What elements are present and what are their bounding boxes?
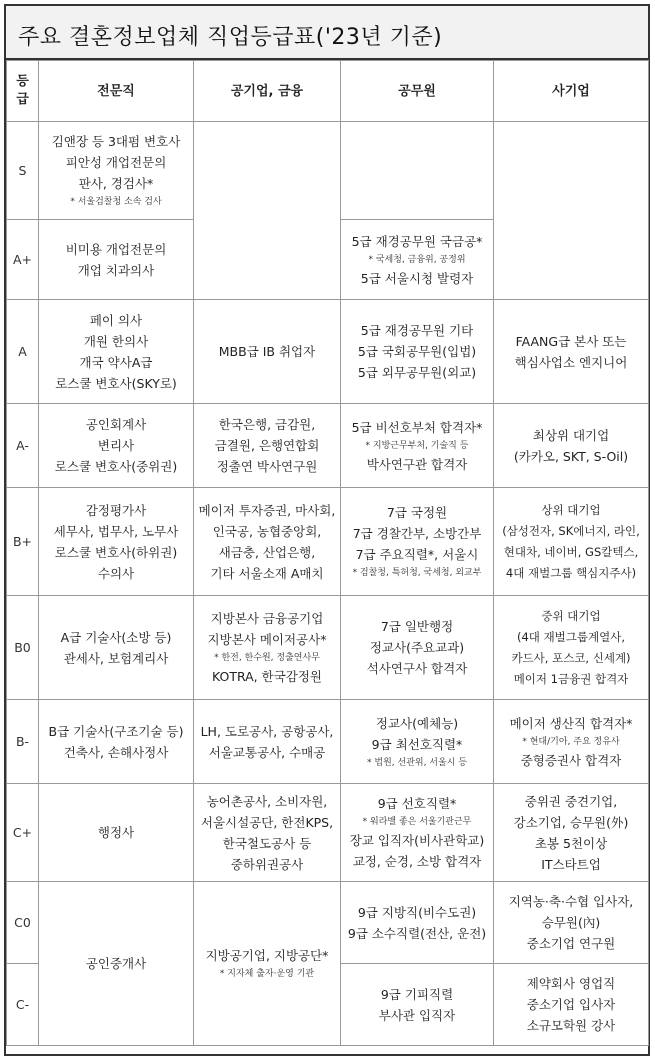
cell-line: 부사관 입직자: [378, 1007, 456, 1023]
cell-line: 감정평가사: [85, 502, 147, 518]
header-grade: [7, 61, 39, 122]
cell-line: 건축사, 손해사정사: [63, 744, 169, 760]
cell-Aminus-public-finance: [194, 404, 341, 488]
cell-line: 서울시설공단, 한전KPS,: [200, 814, 334, 830]
cell-line: 새금충, 산업은행,: [218, 544, 316, 560]
cell-line: 개국 약사A급: [79, 354, 153, 370]
cell-line: 5급 재경공무원 기타: [360, 323, 474, 338]
cell-line: 7급 국정원: [386, 505, 448, 520]
cell-C0-civil-servant: [341, 882, 494, 964]
cell-line: 정출연 박사연구원: [216, 459, 318, 474]
cell-line: 정교사(주요교과): [369, 640, 465, 655]
cell-line: 로스쿨 변호사(중위권): [54, 459, 178, 474]
cell-line: 중소기업 연구원: [526, 936, 616, 951]
cell-S-private-empty: [494, 122, 649, 300]
cell-Bminus-public-finance: [194, 700, 341, 784]
cell-line: 공인중개사: [85, 956, 147, 971]
cell-note: * 국세청, 금융위, 공정위: [368, 254, 466, 265]
cell-Bplus-professional: [39, 488, 194, 596]
grade-Cplus: C+: [7, 784, 39, 882]
cell-line: 행정사: [97, 825, 135, 840]
cell-line: 공인회계사: [85, 417, 147, 432]
cell-B0-civil-servant: [341, 596, 494, 700]
cell-line: 지방본사 메이저공사*: [207, 632, 327, 647]
row-A: [7, 300, 649, 404]
cell-Bplus-private: [494, 488, 649, 596]
cell-line: MBB급 IB 취업자: [218, 344, 316, 359]
cell-line: 7급 주요직렬*, 서울시: [355, 547, 479, 562]
row-C0: [7, 882, 649, 964]
grade-C0: C0: [7, 882, 39, 964]
cell-line: 상위 대기업: [541, 502, 601, 517]
cell-line: 지역농·축·수협 입사자,: [508, 894, 634, 909]
cell-line: 한국철도공사 등: [222, 835, 312, 851]
cell-line: 4대 재벌그룹 핵심지주사): [505, 565, 637, 580]
cell-note: * 워라밸 좋은 서울기관근무: [362, 817, 472, 827]
cell-line: (4대 재벌그룹계열사,: [517, 629, 625, 644]
cell-line: FAANG급 본사 또는: [515, 333, 627, 349]
cell-line: 초봉 5천이상: [534, 835, 608, 851]
row-Bplus: [7, 488, 649, 596]
row-Cplus: [7, 784, 649, 882]
cell-C-professional: [39, 882, 194, 1046]
cell-line: 강소기업, 승무원(外): [513, 814, 629, 830]
cell-note: * 한전, 한수원, 정출연사무: [214, 653, 320, 663]
grade-B0: B0: [7, 596, 39, 700]
cell-line: 중위권 중견기업,: [524, 793, 618, 809]
cell-Cplus-public-finance: [194, 784, 341, 882]
cell-line: 개업 치과의사: [77, 262, 155, 278]
row-S: [7, 122, 649, 220]
cell-Cminus-civil-servant: [341, 964, 494, 1046]
cell-line: 5급 재경공무원 국금공*: [351, 233, 483, 249]
cell-line: 관세사, 보험계리사: [63, 650, 169, 666]
cell-line: KOTRA, 한국감정원: [211, 669, 323, 684]
cell-line: 중형증권사 합격자: [520, 752, 622, 768]
grade-Aplus: A+: [7, 220, 39, 300]
cell-Bplus-public-finance: [194, 488, 341, 596]
cell-line: 9급 지방직(비수도권): [357, 904, 477, 920]
cell-note: * 지자체 출자·운영 기관: [219, 969, 315, 979]
cell-line: 9급 소수직렬(전산, 운전): [347, 925, 487, 941]
cell-line: B급 기술사(구조기술 등): [48, 723, 184, 739]
cell-line: 한국은행, 금감원,: [218, 417, 316, 432]
cell-A-civil-servant: [341, 300, 494, 404]
cell-line: 변리사: [97, 438, 135, 453]
cell-line: A급 기술사(소방 등): [60, 629, 172, 645]
cell-Bminus-private: [494, 700, 649, 784]
grade-table: [6, 60, 649, 1046]
cell-line: 개원 한의사: [83, 333, 149, 349]
cell-A-private: [494, 300, 649, 404]
cell-note: * 법원, 선관위, 서울시 등: [367, 757, 467, 768]
header-civil-servant: 공무원: [341, 61, 494, 122]
cell-line: 로스쿨 변호사(SKY로): [55, 375, 177, 391]
cell-line: 현대차, 네이버, GS칼텍스,: [503, 544, 639, 559]
cell-line: 서울교통공사, 수매공: [208, 744, 326, 760]
cell-line: 금결원, 은행연합회: [214, 438, 320, 453]
cell-Cplus-professional: [39, 784, 194, 882]
cell-line: 중소기업 입사자: [526, 997, 616, 1012]
cell-line: 비미용 개업전문의: [65, 241, 167, 257]
cell-line: 지방공기업, 지방공단*: [205, 948, 329, 963]
cell-line: 메이저 1금융권 합격자: [513, 671, 629, 686]
cell-line: 9급 기피직렬: [380, 986, 454, 1002]
grade-Bminus: B-: [7, 700, 39, 784]
cell-line: 교정, 순경, 소방 합격자: [352, 854, 482, 869]
cell-B0-private: [494, 596, 649, 700]
cell-A-professional: [39, 300, 194, 404]
grade-S: S: [7, 122, 39, 220]
cell-note: * 지방근무부처, 기술직 등: [365, 440, 469, 451]
cell-A-public-finance: [194, 300, 341, 404]
cell-line: 5급 외무공무원(외교): [357, 365, 477, 380]
cell-line: 인국공, 농협중앙회,: [212, 523, 322, 539]
header-public-finance: 공기업, 금융: [194, 61, 341, 122]
cell-Aplus-professional: [39, 220, 194, 300]
header-professional: 전문직: [39, 61, 194, 122]
cell-Aminus-professional: [39, 404, 194, 488]
cell-Bminus-civil-servant: [341, 700, 494, 784]
cell-line: 농어촌공사, 소비자원,: [206, 793, 328, 809]
cell-line: 페이 의사: [89, 312, 143, 328]
cell-line: 로스쿨 변호사(하위권): [54, 544, 178, 560]
cell-Aplus-civil-servant: [341, 220, 494, 300]
header-private: 사기업: [494, 61, 649, 122]
cell-line: 5급 국회공무원(입법): [357, 344, 477, 359]
cell-line: 정교사(예체능): [375, 715, 459, 731]
cell-line: 장교 입직자(비사관학교): [349, 833, 485, 848]
cell-line: 제약회사 영업직: [526, 976, 616, 991]
cell-S-civil-servant-empty: [341, 122, 494, 220]
cell-Aminus-civil-servant: [341, 404, 494, 488]
cell-line: (삼성전자, SK에너지, 라인,: [502, 523, 640, 538]
grade-sheet: [4, 4, 650, 1056]
cell-note: * 검찰청, 특허청, 국세청, 외교부: [352, 568, 482, 578]
row-Bminus: [7, 700, 649, 784]
row-B0: [7, 596, 649, 700]
cell-Bplus-civil-servant: [341, 488, 494, 596]
cell-B0-public-finance: [194, 596, 341, 700]
cell-line: 중하위권공사: [230, 856, 304, 872]
cell-C-public-finance: [194, 882, 341, 1046]
cell-note: * 서울검찰청 소속 검사: [70, 197, 162, 207]
grade-Bplus: B+: [7, 488, 39, 596]
cell-line: 피안성 개업전문의: [65, 155, 167, 170]
cell-line: 소규모학원 강사: [526, 1018, 616, 1033]
cell-line: 승무원(內): [541, 915, 601, 930]
cell-line: (카카오, SKT, S-Oil): [513, 448, 629, 464]
cell-line: 중위 대기업: [541, 608, 601, 623]
grade-Cminus: C-: [7, 964, 39, 1046]
cell-line: 세무사, 법무사, 노무사: [53, 523, 179, 539]
cell-line: 기타 서울소재 A매치: [210, 565, 324, 581]
cell-line: 메이저 생산직 합격자*: [509, 715, 633, 731]
cell-line: 핵심사업소 엔지니어: [514, 354, 628, 370]
cell-line: 김앤장 등 3대펌 변호사: [51, 134, 181, 149]
cell-line: 9급 선호직렬*: [377, 796, 457, 811]
cell-line: LH, 도로공사, 공항공사,: [200, 723, 334, 739]
cell-S-professional: [39, 122, 194, 220]
cell-line: IT스타트업: [541, 856, 601, 872]
cell-line: 석사연구사 합격자: [366, 661, 468, 676]
cell-line: 지방본사 금융공기업: [210, 611, 324, 626]
cell-Aminus-private: [494, 404, 649, 488]
cell-line: 수의사: [97, 565, 135, 581]
header-row: [7, 61, 649, 122]
cell-note: * 현대/기아, 주요 정유사: [522, 736, 620, 747]
grade-A: A: [7, 300, 39, 404]
cell-Cminus-private: [494, 964, 649, 1046]
cell-Cplus-private: [494, 784, 649, 882]
cell-line: 판사, 경검사*: [78, 176, 154, 191]
header-grade-text: 등 급: [16, 74, 29, 107]
cell-Cplus-civil-servant: [341, 784, 494, 882]
cell-line: 5급 서울시청 발령자: [360, 270, 474, 286]
cell-line: 7급 경찰간부, 소방간부: [352, 526, 482, 541]
cell-line: 5급 비선호부처 합격자*: [351, 419, 483, 435]
row-Aminus: [7, 404, 649, 488]
grade-Aminus: A-: [7, 404, 39, 488]
cell-C0-private: [494, 882, 649, 964]
cell-line: 최상위 대기업: [532, 427, 610, 443]
cell-line: 9급 최선호직렬*: [371, 736, 463, 752]
cell-S-public-finance-empty: [194, 122, 341, 300]
cell-B0-professional: [39, 596, 194, 700]
cell-line: 7급 일반행정: [380, 619, 454, 634]
cell-line: 메이저 투자증권, 마사회,: [198, 502, 336, 518]
cell-line: 카드사, 포스코, 신세계): [511, 650, 631, 665]
cell-Bminus-professional: [39, 700, 194, 784]
cell-line: 박사연구관 합격자: [366, 456, 468, 472]
page-title: 주요 결혼정보업체 직업등급표('23년 기준): [6, 6, 648, 60]
